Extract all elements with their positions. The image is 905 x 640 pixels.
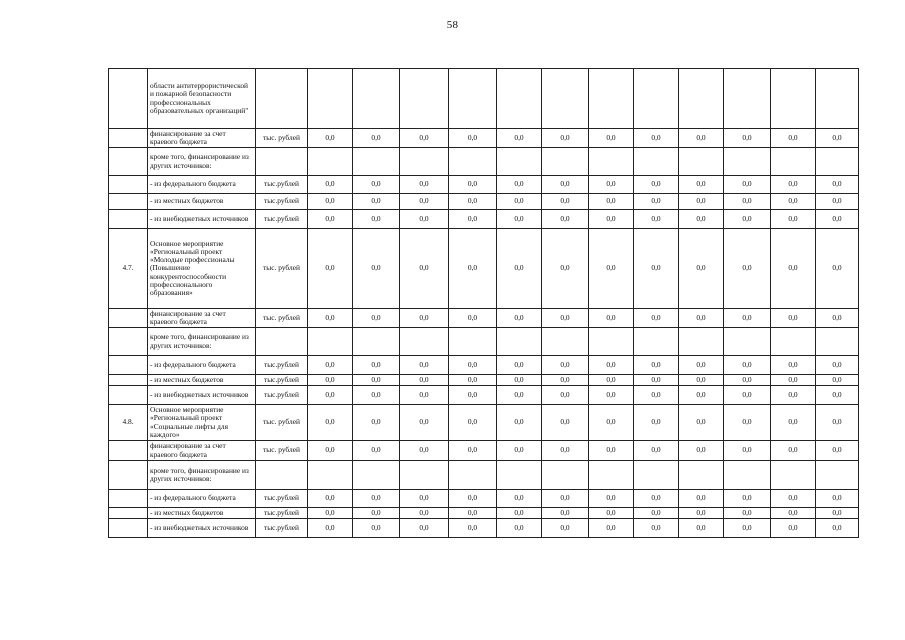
value-cell: 0,0 bbox=[449, 229, 497, 309]
value-cell: 0,0 bbox=[308, 194, 353, 210]
value-cell: 0,0 bbox=[724, 356, 771, 375]
value-cell: 0,0 bbox=[589, 405, 634, 441]
value-cell: 0,0 bbox=[542, 386, 589, 405]
value-cell: 0,0 bbox=[497, 386, 542, 405]
item-number-cell bbox=[109, 129, 148, 148]
description-cell: - из внебюджетных источников bbox=[148, 210, 256, 229]
budget-table bbox=[108, 68, 859, 538]
value-cell: 0,0 bbox=[771, 490, 816, 508]
value-cell bbox=[679, 328, 724, 356]
value-cell: 0,0 bbox=[449, 405, 497, 441]
table-row bbox=[109, 375, 859, 386]
page-number: 58 bbox=[446, 19, 459, 31]
value-cell: 0,0 bbox=[308, 176, 353, 194]
value-cell bbox=[771, 328, 816, 356]
unit-cell: тыс. рублей bbox=[256, 129, 308, 148]
value-cell bbox=[771, 148, 816, 176]
value-cell: 0,0 bbox=[771, 441, 816, 461]
value-cell bbox=[449, 461, 497, 490]
value-cell: 0,0 bbox=[724, 129, 771, 148]
value-cell bbox=[542, 461, 589, 490]
value-cell: 0,0 bbox=[816, 519, 859, 538]
value-cell bbox=[497, 328, 542, 356]
value-cell: 0,0 bbox=[679, 375, 724, 386]
value-cell: 0,0 bbox=[308, 405, 353, 441]
value-cell: 0,0 bbox=[634, 386, 679, 405]
value-cell: 0,0 bbox=[816, 441, 859, 461]
table-row bbox=[109, 519, 859, 538]
unit-cell: тыс.рублей bbox=[256, 356, 308, 375]
value-cell: 0,0 bbox=[679, 386, 724, 405]
value-cell bbox=[308, 328, 353, 356]
value-cell: 0,0 bbox=[724, 405, 771, 441]
value-cell: 0,0 bbox=[308, 309, 353, 328]
value-cell: 0,0 bbox=[542, 519, 589, 538]
value-cell: 0,0 bbox=[449, 210, 497, 229]
unit-cell bbox=[256, 328, 308, 356]
table-row bbox=[109, 328, 859, 356]
item-number-cell bbox=[109, 375, 148, 386]
item-number-cell bbox=[109, 148, 148, 176]
value-cell bbox=[400, 461, 449, 490]
value-cell: 0,0 bbox=[816, 229, 859, 309]
value-cell bbox=[497, 69, 542, 129]
value-cell: 0,0 bbox=[724, 194, 771, 210]
value-cell: 0,0 bbox=[353, 519, 400, 538]
value-cell: 0,0 bbox=[771, 194, 816, 210]
value-cell: 0,0 bbox=[679, 194, 724, 210]
table-row bbox=[109, 129, 859, 148]
value-cell: 0,0 bbox=[497, 210, 542, 229]
table-row bbox=[109, 490, 859, 508]
value-cell: 0,0 bbox=[679, 176, 724, 194]
value-cell: 0,0 bbox=[724, 490, 771, 508]
unit-cell: тыс.рублей bbox=[256, 386, 308, 405]
value-cell: 0,0 bbox=[771, 176, 816, 194]
value-cell: 0,0 bbox=[634, 229, 679, 309]
description-cell: кроме того, финансирование из других источников: bbox=[148, 461, 256, 490]
value-cell: 0,0 bbox=[679, 309, 724, 328]
value-cell: 0,0 bbox=[771, 405, 816, 441]
value-cell: 0,0 bbox=[634, 519, 679, 538]
value-cell: 0,0 bbox=[634, 210, 679, 229]
table-row bbox=[109, 309, 859, 328]
value-cell bbox=[724, 69, 771, 129]
unit-cell: тыс.рублей bbox=[256, 176, 308, 194]
value-cell: 0,0 bbox=[449, 375, 497, 386]
value-cell: 0,0 bbox=[497, 405, 542, 441]
value-cell: 0,0 bbox=[771, 356, 816, 375]
value-cell bbox=[353, 328, 400, 356]
value-cell: 0,0 bbox=[816, 356, 859, 375]
value-cell: 0,0 bbox=[353, 405, 400, 441]
value-cell: 0,0 bbox=[724, 309, 771, 328]
table-row bbox=[109, 69, 859, 129]
value-cell: 0,0 bbox=[816, 405, 859, 441]
item-number-cell bbox=[109, 519, 148, 538]
value-cell: 0,0 bbox=[400, 194, 449, 210]
value-cell: 0,0 bbox=[449, 356, 497, 375]
value-cell: 0,0 bbox=[542, 210, 589, 229]
value-cell: 0,0 bbox=[308, 490, 353, 508]
unit-cell bbox=[256, 461, 308, 490]
value-cell: 0,0 bbox=[449, 176, 497, 194]
value-cell: 0,0 bbox=[542, 490, 589, 508]
value-cell: 0,0 bbox=[497, 194, 542, 210]
value-cell: 0,0 bbox=[353, 508, 400, 519]
value-cell bbox=[542, 69, 589, 129]
unit-cell: тыс.рублей bbox=[256, 519, 308, 538]
value-cell: 0,0 bbox=[353, 441, 400, 461]
value-cell: 0,0 bbox=[771, 519, 816, 538]
unit-cell: тыс. рублей bbox=[256, 309, 308, 328]
unit-cell: тыс.рублей bbox=[256, 375, 308, 386]
value-cell bbox=[542, 328, 589, 356]
description-cell: финансирование за счет краевого бюджета bbox=[148, 441, 256, 461]
value-cell: 0,0 bbox=[449, 309, 497, 328]
table-row bbox=[109, 441, 859, 461]
value-cell: 0,0 bbox=[589, 386, 634, 405]
unit-cell: тыс.рублей bbox=[256, 210, 308, 229]
value-cell: 0,0 bbox=[816, 508, 859, 519]
value-cell: 0,0 bbox=[724, 519, 771, 538]
description-cell: - из федерального бюджета bbox=[148, 356, 256, 375]
value-cell: 0,0 bbox=[353, 490, 400, 508]
value-cell: 0,0 bbox=[497, 508, 542, 519]
item-number-cell bbox=[109, 210, 148, 229]
value-cell: 0,0 bbox=[816, 375, 859, 386]
value-cell: 0,0 bbox=[308, 356, 353, 375]
value-cell: 0,0 bbox=[400, 405, 449, 441]
value-cell: 0,0 bbox=[816, 194, 859, 210]
value-cell: 0,0 bbox=[634, 129, 679, 148]
value-cell: 0,0 bbox=[400, 375, 449, 386]
value-cell: 0,0 bbox=[771, 129, 816, 148]
value-cell: 0,0 bbox=[542, 405, 589, 441]
value-cell: 0,0 bbox=[308, 508, 353, 519]
table-row bbox=[109, 148, 859, 176]
value-cell: 0,0 bbox=[589, 490, 634, 508]
value-cell bbox=[679, 69, 724, 129]
value-cell bbox=[634, 148, 679, 176]
description-cell: - из внебюджетных источников bbox=[148, 519, 256, 538]
value-cell: 0,0 bbox=[679, 405, 724, 441]
unit-cell: тыс. рублей bbox=[256, 441, 308, 461]
table-row bbox=[109, 356, 859, 375]
value-cell: 0,0 bbox=[816, 176, 859, 194]
description-cell: - из внебюджетных источников bbox=[148, 386, 256, 405]
value-cell: 0,0 bbox=[634, 194, 679, 210]
description-cell: области антитеррористической и пожарной безопасности профессиональных образовательных организаций" bbox=[148, 69, 256, 129]
item-number-cell bbox=[109, 328, 148, 356]
unit-cell: тыс.рублей bbox=[256, 194, 308, 210]
value-cell bbox=[679, 461, 724, 490]
item-number-cell bbox=[109, 386, 148, 405]
value-cell: 0,0 bbox=[497, 309, 542, 328]
value-cell: 0,0 bbox=[308, 129, 353, 148]
value-cell: 0,0 bbox=[542, 176, 589, 194]
value-cell: 0,0 bbox=[771, 508, 816, 519]
description-cell: кроме того, финансирование из других источников: bbox=[148, 148, 256, 176]
value-cell bbox=[589, 69, 634, 129]
value-cell: 0,0 bbox=[449, 519, 497, 538]
value-cell: 0,0 bbox=[589, 129, 634, 148]
value-cell: 0,0 bbox=[353, 194, 400, 210]
value-cell: 0,0 bbox=[634, 375, 679, 386]
value-cell bbox=[353, 461, 400, 490]
value-cell: 0,0 bbox=[497, 490, 542, 508]
item-number-cell bbox=[109, 176, 148, 194]
description-cell: финансирование за счет краевого бюджета bbox=[148, 309, 256, 328]
value-cell: 0,0 bbox=[353, 356, 400, 375]
unit-cell bbox=[256, 69, 308, 129]
value-cell: 0,0 bbox=[634, 441, 679, 461]
value-cell bbox=[497, 461, 542, 490]
table-row bbox=[109, 405, 859, 441]
value-cell: 0,0 bbox=[589, 519, 634, 538]
value-cell: 0,0 bbox=[542, 194, 589, 210]
value-cell: 0,0 bbox=[589, 441, 634, 461]
table-row bbox=[109, 461, 859, 490]
value-cell: 0,0 bbox=[497, 519, 542, 538]
value-cell: 0,0 bbox=[308, 441, 353, 461]
value-cell: 0,0 bbox=[724, 386, 771, 405]
value-cell: 0,0 bbox=[816, 129, 859, 148]
value-cell: 0,0 bbox=[497, 375, 542, 386]
value-cell: 0,0 bbox=[497, 441, 542, 461]
description-cell: - из федерального бюджета bbox=[148, 176, 256, 194]
value-cell: 0,0 bbox=[634, 490, 679, 508]
value-cell bbox=[679, 148, 724, 176]
unit-cell: тыс. рублей bbox=[256, 229, 308, 309]
value-cell: 0,0 bbox=[634, 309, 679, 328]
value-cell: 0,0 bbox=[400, 441, 449, 461]
value-cell: 0,0 bbox=[308, 519, 353, 538]
value-cell bbox=[724, 461, 771, 490]
value-cell bbox=[724, 328, 771, 356]
value-cell: 0,0 bbox=[400, 519, 449, 538]
value-cell: 0,0 bbox=[724, 229, 771, 309]
item-number-cell bbox=[109, 194, 148, 210]
value-cell: 0,0 bbox=[449, 194, 497, 210]
description-cell: кроме того, финансирование из других источников: bbox=[148, 328, 256, 356]
value-cell: 0,0 bbox=[353, 386, 400, 405]
value-cell: 0,0 bbox=[589, 375, 634, 386]
value-cell: 0,0 bbox=[679, 441, 724, 461]
value-cell: 0,0 bbox=[497, 229, 542, 309]
value-cell: 0,0 bbox=[449, 129, 497, 148]
value-cell: 0,0 bbox=[634, 508, 679, 519]
description-cell: - из федерального бюджета bbox=[148, 490, 256, 508]
description-cell: Основное мероприятие «Региональный проект «Социальные лифты для каждого» bbox=[148, 405, 256, 441]
value-cell: 0,0 bbox=[308, 210, 353, 229]
description-cell: - из местных бюджетов bbox=[148, 194, 256, 210]
value-cell: 0,0 bbox=[449, 386, 497, 405]
value-cell bbox=[308, 461, 353, 490]
value-cell bbox=[400, 69, 449, 129]
value-cell: 0,0 bbox=[679, 490, 724, 508]
value-cell: 0,0 bbox=[497, 356, 542, 375]
table-row bbox=[109, 210, 859, 229]
unit-cell: тыс.рублей bbox=[256, 508, 308, 519]
value-cell: 0,0 bbox=[400, 176, 449, 194]
value-cell: 0,0 bbox=[542, 508, 589, 519]
value-cell: 0,0 bbox=[353, 129, 400, 148]
description-cell: - из местных бюджетов bbox=[148, 375, 256, 386]
value-cell: 0,0 bbox=[816, 210, 859, 229]
value-cell: 0,0 bbox=[634, 356, 679, 375]
value-cell: 0,0 bbox=[497, 129, 542, 148]
value-cell: 0,0 bbox=[771, 309, 816, 328]
item-number-cell: 4.8. bbox=[109, 405, 148, 441]
value-cell: 0,0 bbox=[400, 356, 449, 375]
value-cell: 0,0 bbox=[400, 508, 449, 519]
value-cell bbox=[449, 69, 497, 129]
value-cell bbox=[353, 69, 400, 129]
value-cell: 0,0 bbox=[542, 229, 589, 309]
value-cell: 0,0 bbox=[679, 210, 724, 229]
value-cell: 0,0 bbox=[353, 210, 400, 229]
table-row bbox=[109, 386, 859, 405]
value-cell: 0,0 bbox=[353, 309, 400, 328]
item-number-cell bbox=[109, 356, 148, 375]
value-cell: 0,0 bbox=[542, 129, 589, 148]
value-cell bbox=[771, 461, 816, 490]
description-cell: финансирование за счет краевого бюджета bbox=[148, 129, 256, 148]
value-cell: 0,0 bbox=[679, 508, 724, 519]
value-cell: 0,0 bbox=[679, 229, 724, 309]
value-cell: 0,0 bbox=[634, 176, 679, 194]
item-number-cell bbox=[109, 508, 148, 519]
value-cell bbox=[724, 148, 771, 176]
value-cell: 0,0 bbox=[816, 386, 859, 405]
value-cell: 0,0 bbox=[724, 210, 771, 229]
value-cell: 0,0 bbox=[589, 229, 634, 309]
item-number-cell bbox=[109, 490, 148, 508]
value-cell: 0,0 bbox=[589, 210, 634, 229]
value-cell: 0,0 bbox=[308, 375, 353, 386]
value-cell bbox=[449, 328, 497, 356]
table-row bbox=[109, 176, 859, 194]
table-row bbox=[109, 194, 859, 210]
item-number-cell bbox=[109, 461, 148, 490]
unit-cell bbox=[256, 148, 308, 176]
value-cell: 0,0 bbox=[724, 176, 771, 194]
value-cell: 0,0 bbox=[308, 229, 353, 309]
value-cell bbox=[816, 69, 859, 129]
value-cell: 0,0 bbox=[589, 176, 634, 194]
value-cell: 0,0 bbox=[308, 386, 353, 405]
value-cell: 0,0 bbox=[771, 210, 816, 229]
value-cell bbox=[589, 148, 634, 176]
value-cell bbox=[816, 148, 859, 176]
value-cell: 0,0 bbox=[816, 490, 859, 508]
value-cell: 0,0 bbox=[771, 229, 816, 309]
value-cell: 0,0 bbox=[771, 386, 816, 405]
value-cell: 0,0 bbox=[724, 508, 771, 519]
value-cell: 0,0 bbox=[400, 490, 449, 508]
value-cell: 0,0 bbox=[400, 129, 449, 148]
value-cell: 0,0 bbox=[542, 356, 589, 375]
value-cell bbox=[542, 148, 589, 176]
value-cell: 0,0 bbox=[771, 375, 816, 386]
value-cell bbox=[816, 461, 859, 490]
value-cell bbox=[771, 69, 816, 129]
value-cell bbox=[308, 148, 353, 176]
value-cell: 0,0 bbox=[400, 229, 449, 309]
value-cell: 0,0 bbox=[400, 210, 449, 229]
value-cell bbox=[497, 148, 542, 176]
table-row bbox=[109, 508, 859, 519]
value-cell: 0,0 bbox=[679, 356, 724, 375]
description-cell: Основное мероприятие «Региональный проект «Молодые профессионалы (Повышение конкурентоспособности профессионального образования» bbox=[148, 229, 256, 309]
value-cell: 0,0 bbox=[449, 441, 497, 461]
value-cell: 0,0 bbox=[542, 309, 589, 328]
value-cell: 0,0 bbox=[589, 508, 634, 519]
item-number-cell: 4.7. bbox=[109, 229, 148, 309]
value-cell bbox=[353, 148, 400, 176]
value-cell: 0,0 bbox=[400, 386, 449, 405]
item-number-cell bbox=[109, 441, 148, 461]
value-cell: 0,0 bbox=[724, 441, 771, 461]
value-cell: 0,0 bbox=[449, 490, 497, 508]
value-cell bbox=[634, 69, 679, 129]
value-cell: 0,0 bbox=[542, 441, 589, 461]
description-cell: - из местных бюджетов bbox=[148, 508, 256, 519]
value-cell: 0,0 bbox=[634, 405, 679, 441]
value-cell: 0,0 bbox=[542, 375, 589, 386]
value-cell: 0,0 bbox=[353, 229, 400, 309]
value-cell: 0,0 bbox=[816, 309, 859, 328]
value-cell bbox=[589, 461, 634, 490]
value-cell: 0,0 bbox=[679, 519, 724, 538]
value-cell: 0,0 bbox=[400, 309, 449, 328]
item-number-cell bbox=[109, 69, 148, 129]
value-cell: 0,0 bbox=[724, 375, 771, 386]
value-cell bbox=[589, 328, 634, 356]
value-cell bbox=[816, 328, 859, 356]
unit-cell: тыс.рублей bbox=[256, 490, 308, 508]
value-cell bbox=[634, 328, 679, 356]
value-cell bbox=[400, 328, 449, 356]
value-cell bbox=[634, 461, 679, 490]
unit-cell: тыс. рублей bbox=[256, 405, 308, 441]
value-cell: 0,0 bbox=[589, 194, 634, 210]
value-cell: 0,0 bbox=[449, 508, 497, 519]
value-cell bbox=[400, 148, 449, 176]
value-cell bbox=[449, 148, 497, 176]
value-cell: 0,0 bbox=[679, 129, 724, 148]
value-cell bbox=[308, 69, 353, 129]
item-number-cell bbox=[109, 309, 148, 328]
value-cell: 0,0 bbox=[589, 309, 634, 328]
table-row bbox=[109, 229, 859, 309]
value-cell: 0,0 bbox=[353, 176, 400, 194]
value-cell: 0,0 bbox=[497, 176, 542, 194]
value-cell: 0,0 bbox=[353, 375, 400, 386]
value-cell: 0,0 bbox=[589, 356, 634, 375]
